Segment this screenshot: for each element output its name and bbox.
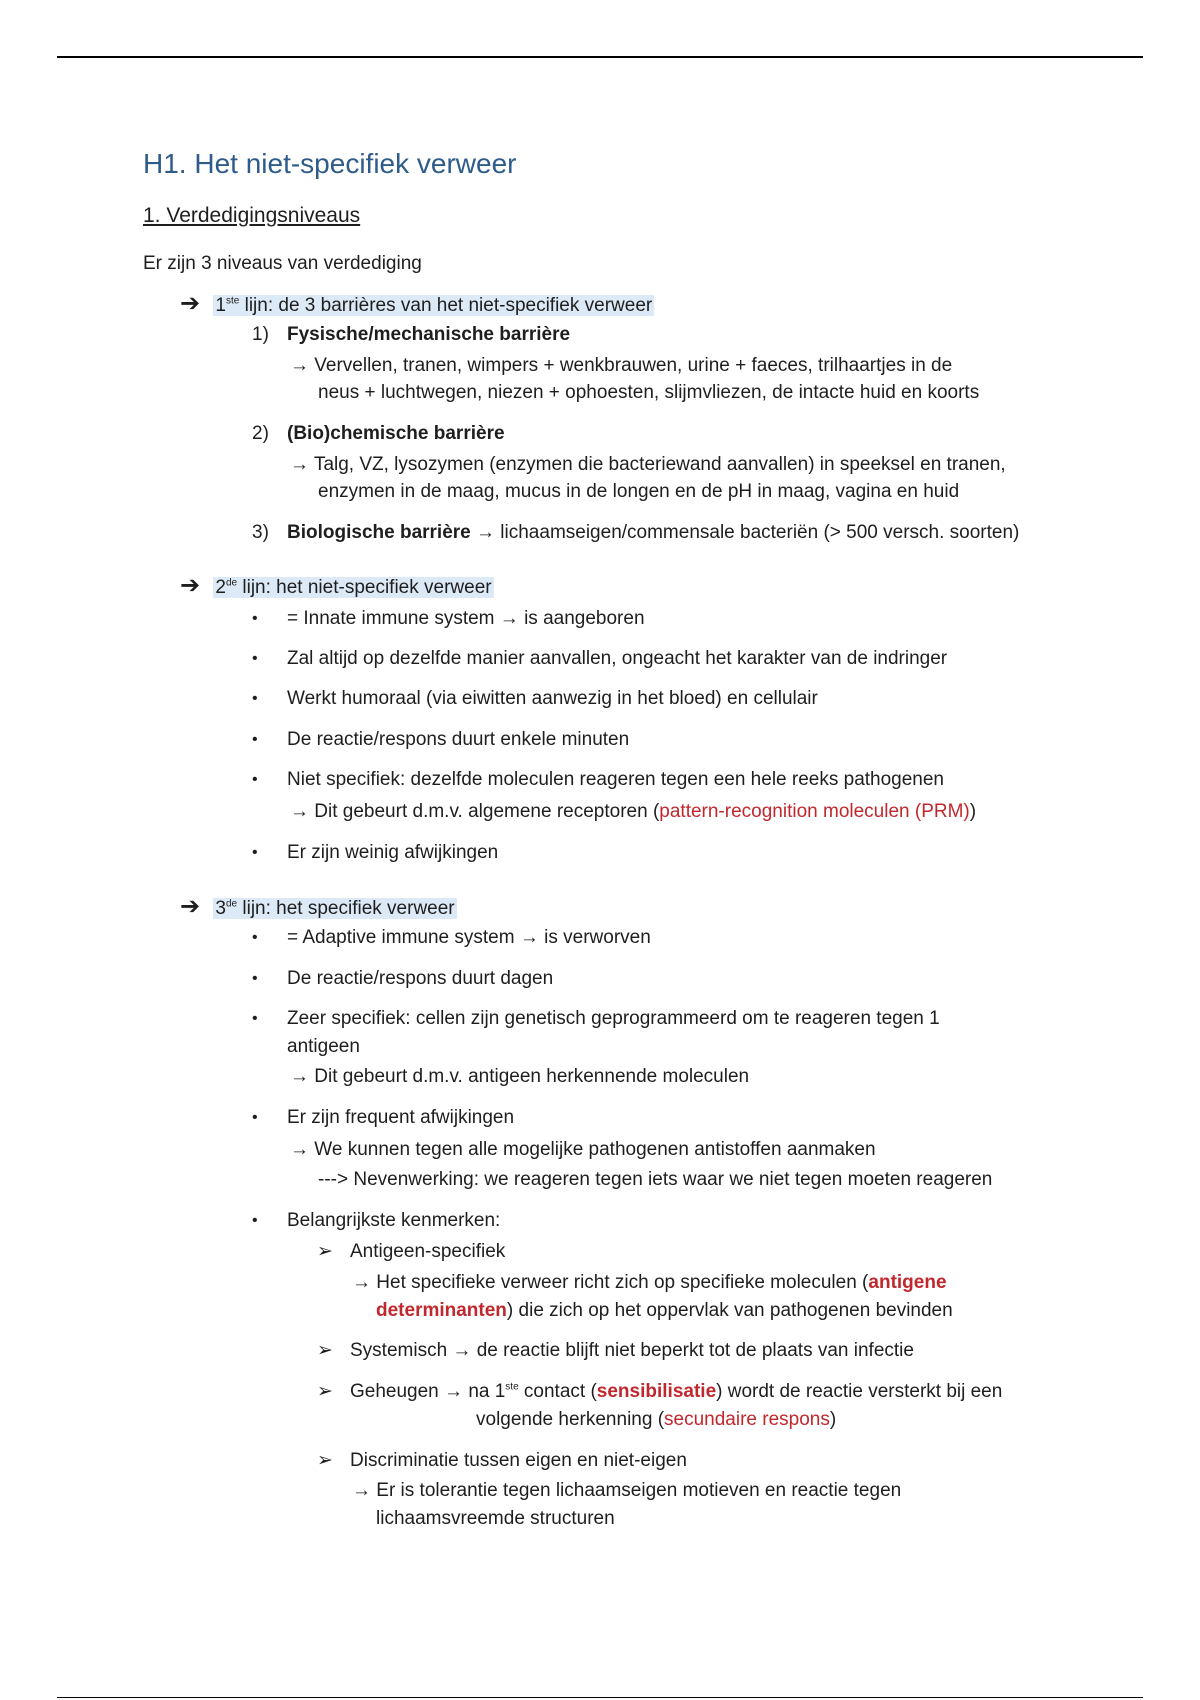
bullet-icon: • [252,690,258,707]
arrow-icon: → [452,1340,472,1361]
barrier-2-desc-cont: enzymen in de maag, mucus in de longen en de pH in maag, vagina en huid [318,481,960,502]
line2-item: Niet specifiek: dezelfde moleculen reageren tegen een hele reeks pathogenen [287,769,945,790]
arrow-icon: ➔ [180,290,201,317]
barrier-2-num: 2) [252,423,269,444]
page-title: H1. Het niet-specifiek verweer [143,148,517,179]
arrow-icon: ➔ [180,572,201,599]
barrier-2-desc: → Talg, VZ, lysozymen (enzymen die bacteriewand aanvallen) in speeksel en tranen, [290,454,1006,475]
line3-item: Zeer specifiek: cellen zijn genetisch geprogrammeerd om te reageren tegen 1 [287,1008,940,1029]
barrier-2-title: (Bio)chemische barrière [287,423,505,444]
barrier-1-desc: → Vervellen, tranen, wimpers + wenkbrauwen, urine + faeces, trilhaartjes in de [290,355,953,376]
line3-item: Er zijn frequent afwijkingen [287,1107,515,1128]
arrow-icon: ➔ [180,893,201,920]
bullet-icon: • [252,771,258,788]
sub-arrow-icon: ➢ [317,1381,333,1402]
arrow-icon: → [290,1139,309,1160]
line3-label: 3de lijn: het specifiek verweer [215,898,455,919]
barrier-1-desc-cont: neus + luchtwegen, niezen + ophoesten, slijmvliezen, de intacte huid en koorts [318,382,980,403]
kenmerk-detail: → Het specifieke verweer richt zich op specifieke moleculen (antigene [352,1272,947,1293]
bullet-icon: • [252,1109,258,1126]
kenmerk-item: Geheugen → na 1ste contact (sensibilisatie) wordt de reactie versterkt bij een [350,1381,1003,1402]
bullet-icon: • [252,844,258,861]
line2-item-detail: → Dit gebeurt d.m.v. algemene receptoren (pattern-recognition moleculen (PRM)) [290,801,977,822]
kenmerk-item: Systemisch → de reactie blijft niet beperkt tot de plaats van infectie [350,1340,914,1361]
line3-item-note: ---> Nevenwerking: we reageren tegen iets waar we niet tegen moeten reageren [318,1169,993,1190]
arrow-icon: → [444,1381,464,1402]
kenmerk-item-cont: volgende herkenning (secundaire respons) [476,1409,837,1430]
line2-item: Werkt humoraal (via eiwitten aanwezig in het bloed) en cellulair [287,688,818,709]
line1-heading [180,291,654,319]
arrow-icon: → [352,1272,371,1293]
line3-heading [180,894,457,922]
bullet-icon: • [252,650,258,667]
bullet-icon: • [252,929,258,946]
line3-item-detail: → We kunnen tegen alle mogelijke pathogenen antistoffen aanmaken [290,1139,876,1160]
line3-item-cont: antigeen [287,1036,360,1057]
kenmerk-item: Discriminatie tussen eigen en niet-eigen [350,1450,687,1471]
line3-item: Belangrijkste kenmerken: [287,1210,501,1231]
line2-item: De reactie/respons duurt enkele minuten [287,729,630,750]
line3-item-detail: → Dit gebeurt d.m.v. antigeen herkennende moleculen [290,1066,750,1087]
arrow-icon: → [290,1066,309,1087]
line2-item: Zal altijd op dezelfde manier aanvallen, ongeacht het karakter van de indringer [287,648,948,669]
line1-label: 1ste lijn: de 3 barrières van het niet-specifiek verweer [215,295,653,316]
dash-arrow-icon: ---> [318,1169,349,1190]
kenmerk-detail-cont: determinanten) die zich op het oppervlak van pathogenen bevinden [376,1300,953,1321]
arrow-icon: → [352,1480,371,1501]
line3-item: = Adaptive immune system → is verworven [287,927,651,948]
barrier-3: Biologische barrière → lichaamseigen/commensale bacteriën (> 500 versch. soorten) [287,522,1020,543]
arrow-icon: → [499,608,519,629]
line2-label: 2de lijn: het niet-specifiek verweer [215,577,492,598]
bullet-icon: • [252,1212,258,1229]
arrow-icon: → [290,355,309,376]
barrier-1-num: 1) [252,324,269,345]
bullet-icon: • [252,731,258,748]
line2-heading [180,573,494,601]
arrow-icon: → [290,801,309,822]
kenmerk-detail-cont: lichaamsvreemde structuren [376,1508,615,1529]
barrier-1-title: Fysische/mechanische barrière [287,324,571,345]
sub-arrow-icon: ➢ [317,1450,333,1471]
arrow-icon: → [476,522,496,543]
arrow-icon: → [519,927,539,948]
intro-text: Er zijn 3 niveaus van verdediging [143,253,422,274]
bullet-icon: • [252,970,258,987]
bullet-icon: • [252,1010,258,1027]
line3-item: De reactie/respons duurt dagen [287,968,554,989]
line2-item: = Innate immune system → is aangeboren [287,608,645,629]
sub-arrow-icon: ➢ [317,1241,333,1262]
bullet-icon: • [252,610,258,627]
kenmerk-detail: → Er is tolerantie tegen lichaamseigen motieven en reactie tegen [352,1480,902,1501]
barrier-3-num: 3) [252,522,269,543]
line2-item: Er zijn weinig afwijkingen [287,842,499,863]
kenmerk-item: Antigeen-specifiek [350,1241,506,1262]
sub-arrow-icon: ➢ [317,1340,333,1361]
section-heading: 1. Verdedigingsniveaus [143,204,361,227]
arrow-icon: → [290,454,309,475]
